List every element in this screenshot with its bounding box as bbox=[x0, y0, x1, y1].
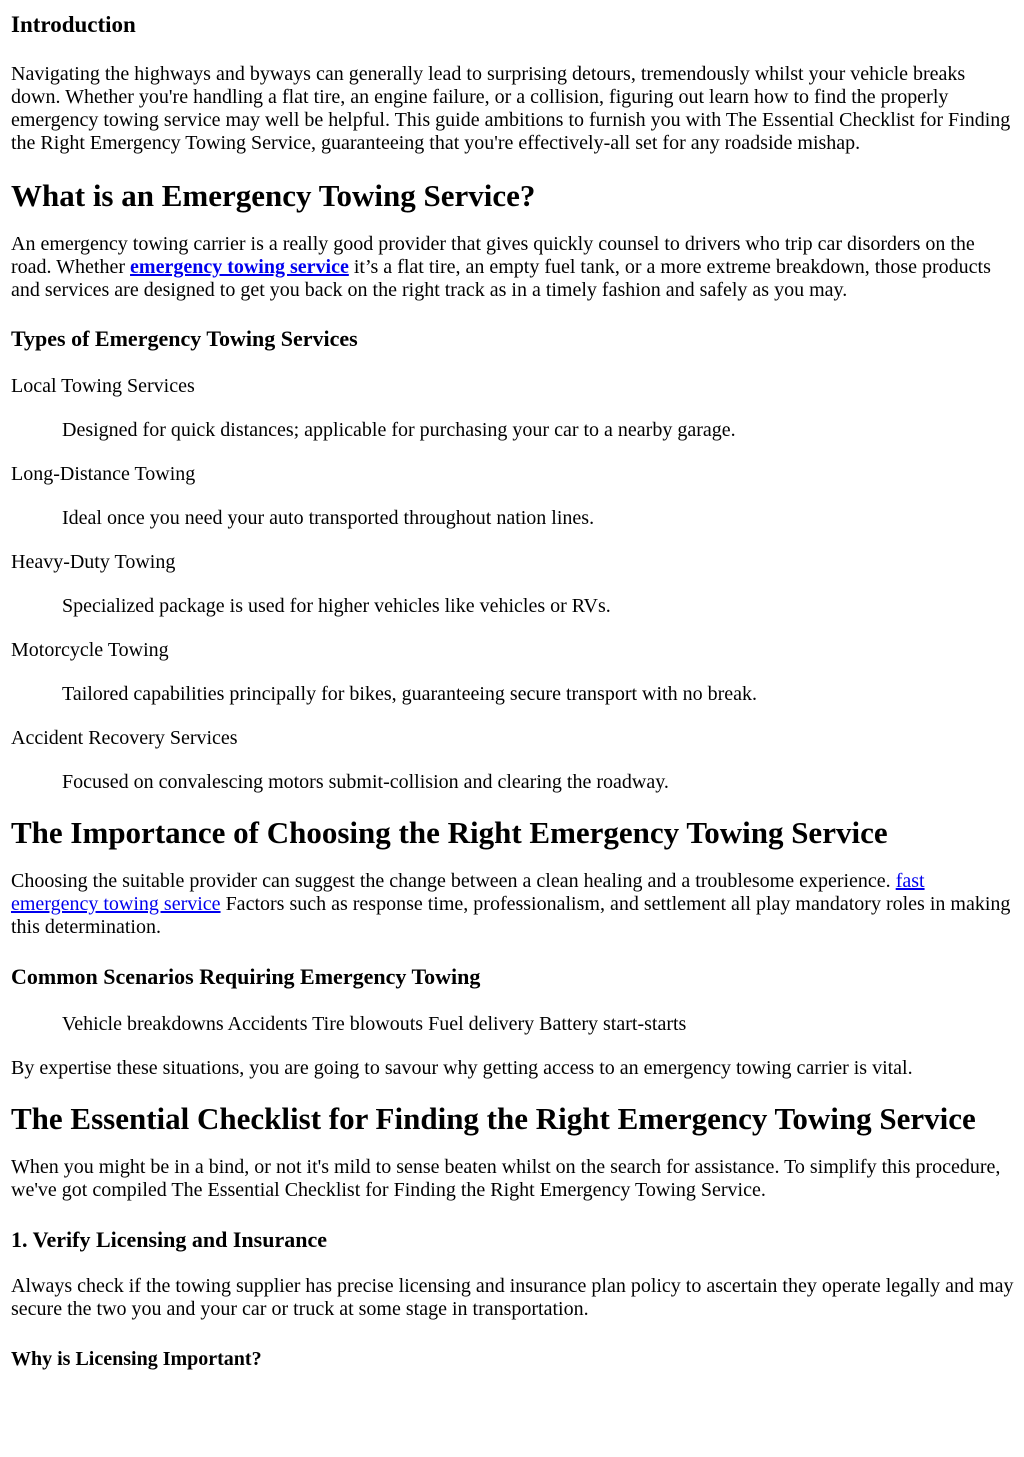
type-description: Ideal once you need your auto transported throughout nation lines. bbox=[62, 507, 595, 529]
intro-paragraph: Navigating the highways and byways can generally lead to surprising detours, tremendously whilst your vehicle breaks down. Whether you're handling a flat tire, an engine failure, or a collision, figuring out learn how to find the properly emergency towing service may well be helpful. This guide ambitions to furnish you with The Essential Checklist for Finding the Right Emergency Towing Service, guaranteeing that you're effectively-all set for any roadside mishap. bbox=[11, 63, 1011, 154]
types-heading: Types of Emergency Towing Services bbox=[11, 326, 358, 351]
what-is-text-after: it’s a flat tire, an empty fuel tank, or a more extreme breakdown, those products and services are designed to get you back on the right track as in a timely fashion and safely as you may. bbox=[11, 256, 991, 301]
type-term: Accident Recovery Services bbox=[11, 727, 238, 749]
what-is-text-before: An emergency towing carrier is a really good provider that gives quickly counsel to drivers who trip car disorders on the road. Whether bbox=[11, 233, 975, 278]
type-description: Focused on convalescing motors submit-collision and clearing the roadway. bbox=[62, 771, 669, 793]
type-term: Local Towing Services bbox=[11, 375, 195, 397]
type-term: Motorcycle Towing bbox=[11, 639, 169, 661]
why-licensing-heading: Why is Licensing Important? bbox=[11, 1348, 262, 1370]
what-is-paragraph bbox=[11, 233, 1014, 302]
verify-heading: 1. Verify Licensing and Insurance bbox=[11, 1227, 327, 1252]
scenarios-heading: Common Scenarios Requiring Emergency Towing bbox=[11, 964, 481, 989]
importance-text-after: Factors such as response time, professionalism, and settlement all play mandatory roles in making this determination. bbox=[11, 893, 1011, 938]
document-page bbox=[0, 11, 1024, 1371]
intro-heading: Introduction bbox=[11, 12, 136, 37]
verify-paragraph: Always check if the towing supplier has precise licensing and insurance plan policy to ascertain they operate legally and may secure the two you and your car or truck at some stage in transportation. bbox=[11, 1275, 1014, 1320]
checklist-heading: The Essential Checklist for Finding the Right Emergency Towing Service bbox=[11, 1101, 976, 1136]
type-description: Tailored capabilities principally for bikes, guaranteeing secure transport with no break. bbox=[62, 683, 758, 705]
checklist-paragraph: When you might be in a bind, or not it's mild to sense beaten whilst on the search for assistance. To simplify this procedure, we've got compiled The Essential Checklist for Finding the Right Emergency Towing Service. bbox=[11, 1156, 1001, 1201]
scenarios-after-paragraph: By expertise these situations, you are going to savour why getting access to an emergency towing carrier is vital. bbox=[11, 1057, 913, 1079]
types-list bbox=[11, 375, 1014, 794]
type-term: Long-Distance Towing bbox=[11, 463, 196, 485]
importance-text-before: Choosing the suitable provider can suggest the change between a clean healing and a troublesome experience. bbox=[11, 870, 896, 892]
type-term: Heavy-Duty Towing bbox=[11, 551, 176, 573]
emergency-towing-service-link[interactable]: emergency towing service bbox=[130, 256, 349, 278]
fast-emergency-towing-service-link[interactable]: fast emergency towing service bbox=[11, 870, 925, 915]
scenarios-list: Vehicle breakdowns Accidents Tire blowouts Fuel delivery Battery start-starts bbox=[62, 1013, 687, 1035]
importance-paragraph bbox=[11, 870, 1014, 939]
type-description: Specialized package is used for higher vehicles like vehicles or RVs. bbox=[62, 595, 611, 617]
importance-heading: The Importance of Choosing the Right Emergency Towing Service bbox=[11, 815, 888, 850]
what-is-heading: What is an Emergency Towing Service? bbox=[11, 178, 536, 213]
type-description: Designed for quick distances; applicable for purchasing your car to a nearby garage. bbox=[62, 419, 736, 441]
